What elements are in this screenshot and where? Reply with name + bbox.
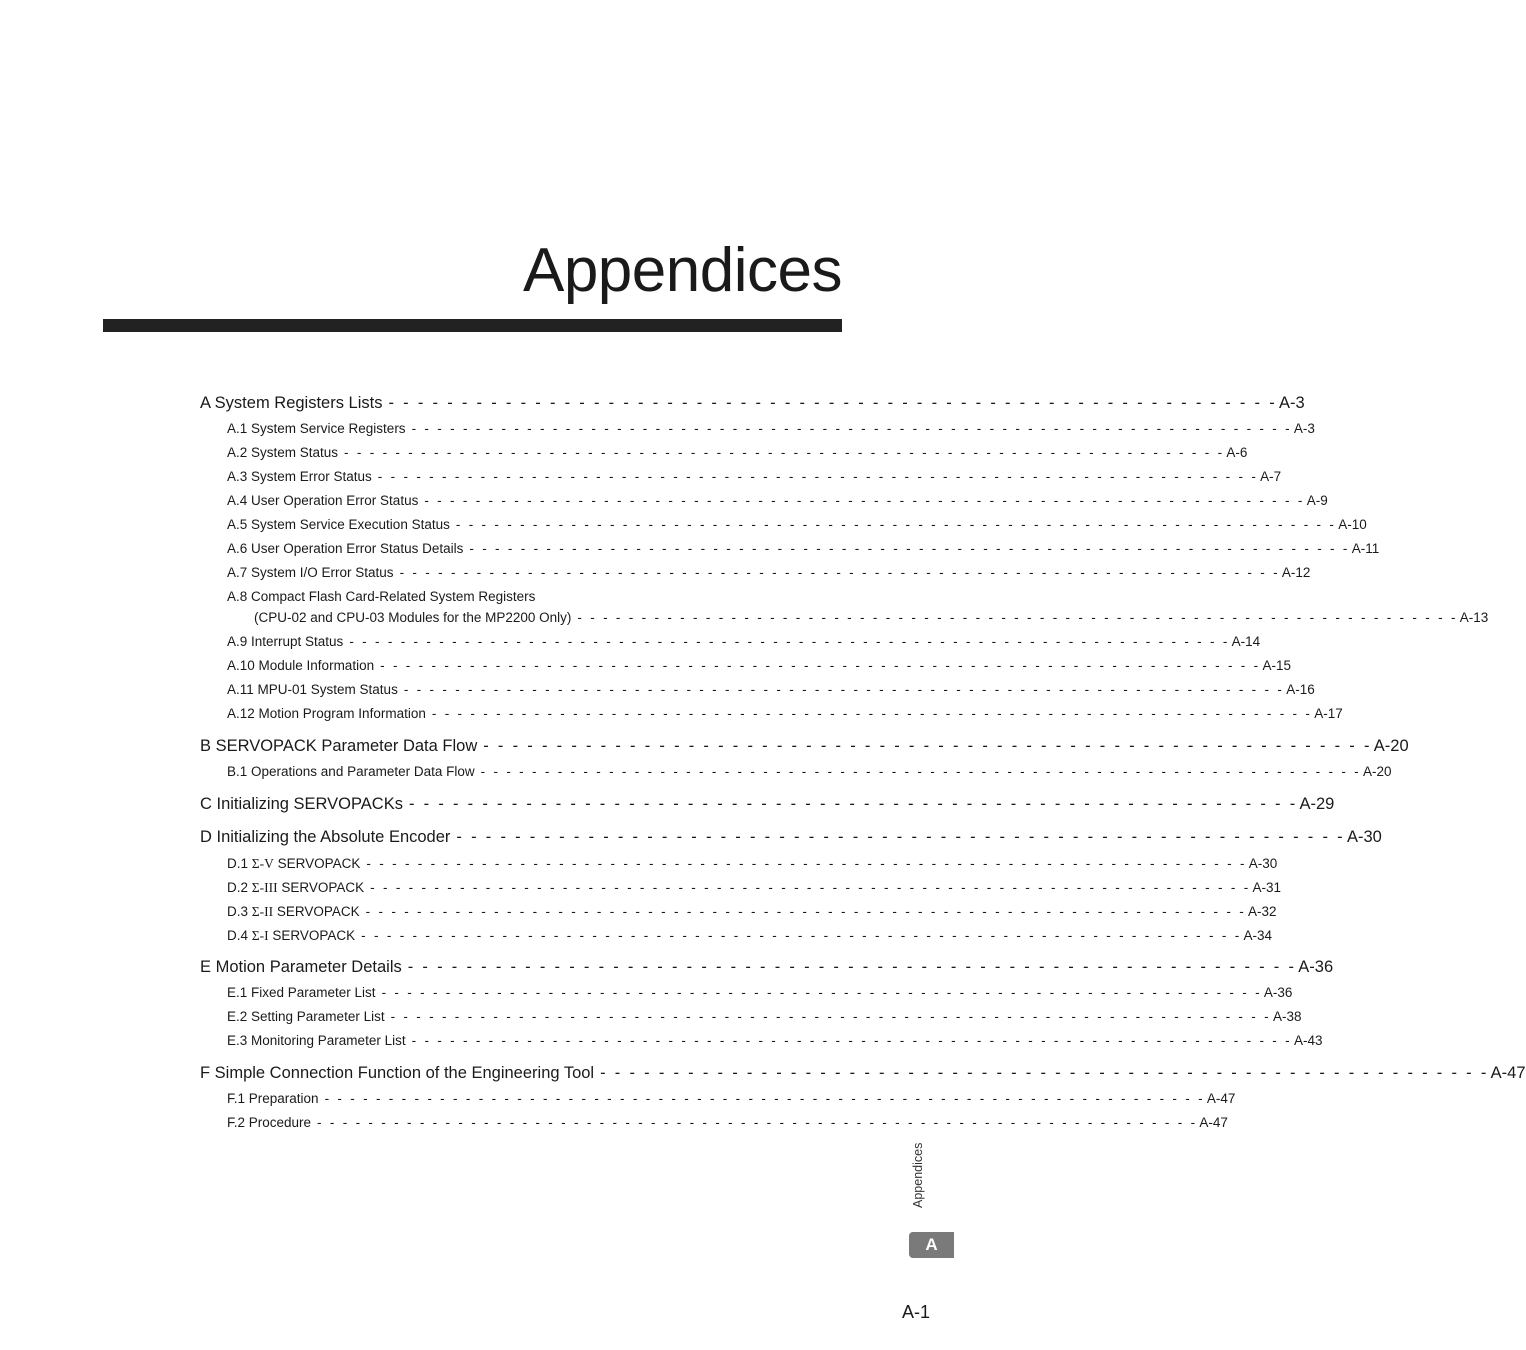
toc-entry-page: A-43 bbox=[1293, 1033, 1323, 1048]
toc-entry-a4[interactable] bbox=[227, 492, 1328, 510]
dot-leader: - - - - - - - - - - - - - - - - - - - - - - - - - - - - - - - - - - - - - - - - - - - - - - - - - - - - - - - - - - - - - - - - - - - - - bbox=[380, 658, 1261, 673]
toc-entry-label: A.2 System Status bbox=[227, 445, 339, 460]
toc-entry-page: A-16 bbox=[1286, 682, 1315, 697]
dot-leader: - - - - - - - - - - - - - - - - - - - - - - - - - - - - - - - - - - - - - - - - - - - - - - - - - - - - - - - - - - - - - - - - - - - - - bbox=[344, 445, 1225, 460]
toc-entry-label: E.2 Setting Parameter List bbox=[227, 1009, 385, 1024]
toc-entry-a1[interactable] bbox=[227, 420, 1315, 438]
dot-leader: - - - - - - - - - - - - - - - - - - - - - - - - - - - - - - - - - - - - - - - - - - - - - - - - - - - - - - - - - - - - - - - - - - - - - bbox=[349, 634, 1230, 649]
toc-entry-page: A-36 bbox=[1298, 958, 1334, 976]
toc-entry-page: A-13 bbox=[1459, 610, 1489, 625]
dot-leader: - - - - - - - - - - - - - - - - - - - - - - - - - - - - - - - - - - - - - - - - - - - - - - - - - - - - - - - - - - - - - - - - - - - - - bbox=[324, 1091, 1205, 1106]
toc-entry-label: A.1 System Service Registers bbox=[227, 421, 406, 436]
page-number: A-1 bbox=[901, 1302, 930, 1322]
sigma-series-label: Σ-V bbox=[251, 856, 274, 871]
toc-entry-a12[interactable] bbox=[227, 705, 1343, 723]
sigma-series-label: Σ-I bbox=[251, 928, 269, 943]
toc-entry-d1[interactable] bbox=[227, 855, 1278, 873]
toc-entry-page: A-32 bbox=[1248, 904, 1277, 919]
toc-entry-c[interactable] bbox=[200, 793, 1335, 815]
dot-leader: - - - - - - - - - - - - - - - - - - - - - - - - - - - - - - - - - - - - - - - - - - - - - - - - - - - - - - - - - - - - - - - - - - - - - bbox=[365, 904, 1247, 919]
toc-entry-e3[interactable] bbox=[227, 1032, 1323, 1050]
dot-leader: - - - - - - - - - - - - - - - - - - - - - - - - - - - - - - - - - - - - - - - - - - - - - - - - - - - - - - - - - - - - - bbox=[483, 737, 1372, 755]
dot-leader: - - - - - - - - - - - - - - - - - - - - - - - - - - - - - - - - - - - - - - - - - - - - - - - - - - - - - - - - - - - - - - - - - - - - - bbox=[381, 985, 1262, 1000]
toc-entry-page: A-9 bbox=[1306, 493, 1328, 508]
toc-entry-label: A.4 User Operation Error Status bbox=[227, 493, 419, 508]
toc-entry-f2[interactable] bbox=[227, 1114, 1228, 1132]
toc-entry-label: (CPU-02 and CPU-03 Modules for the MP2200 Only) bbox=[254, 610, 572, 625]
toc-entry-number: D.1 bbox=[227, 856, 252, 871]
toc-entry-a8-title[interactable]: A.8 Compact Flash Card-Related System Registers bbox=[227, 589, 536, 604]
toc-entry-e[interactable] bbox=[200, 956, 1334, 978]
toc-entry-a3[interactable] bbox=[227, 468, 1282, 486]
toc-entry-page: A-3 bbox=[1293, 421, 1315, 436]
toc-entry-page: A-11 bbox=[1351, 541, 1380, 556]
toc-entry-label: E Motion Parameter Details bbox=[200, 958, 402, 976]
dot-leader: - - - - - - - - - - - - - - - - - - - - - - - - - - - - - - - - - - - - - - - - - - - - - - - - - - - - - - - - - - - - - - - - - - - - - bbox=[399, 565, 1280, 580]
toc-entry-label: SERVOPACK bbox=[268, 928, 356, 943]
toc-entry-label: A.7 System I/O Error Status bbox=[227, 565, 394, 580]
dot-leader: - - - - - - - - - - - - - - - - - - - - - - - - - - - - - - - - - - - - - - - - - - - - - - - - - - - - - - - - - - - - - - - - - - - - - bbox=[455, 517, 1337, 532]
toc-entry-label: E.3 Monitoring Parameter List bbox=[227, 1033, 406, 1048]
toc-entry-page: A-12 bbox=[1281, 565, 1311, 580]
toc-entry-f1[interactable] bbox=[227, 1090, 1236, 1108]
toc-entry-d4[interactable] bbox=[227, 927, 1273, 945]
toc-entry-page: A-20 bbox=[1373, 737, 1409, 755]
dot-leader: - - - - - - - - - - - - - - - - - - - - - - - - - - - - - - - - - - - - - - - - - - - - - - - - - - - - - - - - - - - - - - - - - - - - - bbox=[424, 493, 1305, 508]
toc-entry-label: A System Registers Lists bbox=[200, 394, 383, 412]
toc-entry-label: SERVOPACK bbox=[273, 904, 360, 919]
dot-leader: - - - - - - - - - - - - - - - - - - - - - - - - - - - - - - - - - - - - - - - - - - - - - - - - - - - - - - - - - - - - - - - - - - - - - bbox=[370, 880, 1251, 895]
toc-entry-page: A-3 bbox=[1279, 394, 1305, 412]
toc-entry-label: B SERVOPACK Parameter Data Flow bbox=[200, 737, 478, 755]
dot-leader: - - - - - - - - - - - - - - - - - - - - - - - - - - - - - - - - - - - - - - - - - - - - - - - - - - - - - - - - - - - - - - - - - - - - - bbox=[366, 856, 1247, 871]
dot-leader: - - - - - - - - - - - - - - - - - - - - - - - - - - - - - - - - - - - - - - - - - - - - - - - - - - - - - - - - - - - - - bbox=[407, 958, 1297, 976]
toc-entry-b1[interactable] bbox=[227, 763, 1392, 781]
dot-leader: - - - - - - - - - - - - - - - - - - - - - - - - - - - - - - - - - - - - - - - - - - - - - - - - - - - - - - - - - - - - - - - - - - - - - bbox=[411, 1033, 1292, 1048]
chapter-title: Appendices bbox=[522, 236, 842, 305]
side-tab-label: Appendices bbox=[911, 1142, 925, 1208]
toc-entry-label: A.10 Module Information bbox=[227, 658, 375, 673]
toc-entry-e2[interactable] bbox=[227, 1008, 1302, 1026]
toc-entry-label: C Initializing SERVOPACKs bbox=[200, 795, 403, 813]
toc-entry-page: A-47 bbox=[1206, 1091, 1236, 1106]
dot-leader: - - - - - - - - - - - - - - - - - - - - - - - - - - - - - - - - - - - - - - - - - - - - - - - - - - - - - - - - - - - - - - - - - - - - - bbox=[411, 421, 1292, 436]
toc-entry-a[interactable] bbox=[200, 392, 1305, 414]
dot-leader: - - - - - - - - - - - - - - - - - - - - - - - - - - - - - - - - - - - - - - - - - - - - - - - - - - - - - - - - - - - - - - - - - - - - - bbox=[317, 1115, 1198, 1130]
dot-leader: - - - - - - - - - - - - - - - - - - - - - - - - - - - - - - - - - - - - - - - - - - - - - - - - - - - - - - - - - - - - - - - - - - - - - bbox=[403, 682, 1285, 697]
toc-entry-page: A-30 bbox=[1248, 856, 1278, 871]
toc-entry-page: A-34 bbox=[1243, 928, 1273, 943]
dot-leader: - - - - - - - - - - - - - - - - - - - - - - - - - - - - - - - - - - - - - - - - - - - - - - - - - - - - - - - - - - - - - - - - - - - - - bbox=[390, 1009, 1271, 1024]
toc-entry-d2[interactable] bbox=[227, 879, 1282, 897]
toc-entry-page: A-7 bbox=[1260, 469, 1282, 484]
toc-entry-label: A.11 MPU-01 System Status bbox=[227, 682, 398, 697]
toc-entry-label: A.6 User Operation Error Status Details bbox=[227, 541, 464, 556]
sigma-series-label: Σ-III bbox=[251, 880, 278, 895]
toc-entry-a11[interactable] bbox=[227, 681, 1315, 699]
toc-entry-page: A-29 bbox=[1299, 795, 1335, 813]
toc-entry-a9[interactable] bbox=[227, 633, 1261, 651]
toc-entry-label: B.1 Operations and Parameter Data Flow bbox=[227, 764, 475, 779]
toc-entry-page: A-15 bbox=[1262, 658, 1291, 673]
toc-entry-label: SERVOPACK bbox=[277, 880, 365, 895]
toc-entry-a8[interactable] bbox=[254, 609, 1489, 627]
toc-entry-label: D Initializing the Absolute Encoder bbox=[200, 828, 451, 846]
toc-entry-e1[interactable] bbox=[227, 984, 1293, 1002]
toc-entry-a6[interactable] bbox=[227, 540, 1380, 558]
toc-entry-d3[interactable] bbox=[227, 903, 1277, 921]
dot-leader: - - - - - - - - - - - - - - - - - - - - - - - - - - - - - - - - - - - - - - - - - - - - - - - - - - - - - - - - - - - - - - - - - - - - - bbox=[361, 928, 1242, 943]
toc-entry-page: A-6 bbox=[1226, 445, 1248, 460]
toc-entry-label: A.3 System Error Status bbox=[227, 469, 372, 484]
toc-entry-a5[interactable] bbox=[227, 516, 1367, 534]
toc-entry-b[interactable] bbox=[200, 735, 1409, 757]
toc-entry-number: D.4 bbox=[227, 928, 252, 943]
dot-leader: - - - - - - - - - - - - - - - - - - - - - - - - - - - - - - - - - - - - - - - - - - - - - - - - - - - - - - - - - - - - - - - - - - - - - bbox=[480, 764, 1361, 779]
toc-entry-page: A-14 bbox=[1231, 634, 1261, 649]
dot-leader: - - - - - - - - - - - - - - - - - - - - - - - - - - - - - - - - - - - - - - - - - - - - - - - - - - - - - - - - - - - - - - - - - - - - - bbox=[431, 706, 1313, 721]
toc-entry-label: E.1 Fixed Parameter List bbox=[227, 985, 376, 1000]
dot-leader: - - - - - - - - - - - - - - - - - - - - - - - - - - - - - - - - - - - - - - - - - - - - - - - - - - - - - - - - - - - - - - - - - - - - - bbox=[377, 469, 1259, 484]
dot-leader: - - - - - - - - - - - - - - - - - - - - - - - - - - - - - - - - - - - - - - - - - - - - - - - - - - - - - - - - - - - - - - - - - - - - - bbox=[577, 610, 1458, 625]
toc-entry-number: D.2 bbox=[227, 880, 252, 895]
dot-leader: - - - - - - - - - - - - - - - - - - - - - - - - - - - - - - - - - - - - - - - - - - - - - - - - - - - - - - - - - - - - - bbox=[408, 795, 1298, 813]
toc-entry-label: A.12 Motion Program Information bbox=[227, 706, 426, 721]
dot-leader: - - - - - - - - - - - - - - - - - - - - - - - - - - - - - - - - - - - - - - - - - - - - - - - - - - - - - - - - - - - - - bbox=[456, 828, 1345, 846]
toc-entry-page: A-17 bbox=[1314, 706, 1343, 721]
toc-entry-label: F.1 Preparation bbox=[227, 1091, 319, 1106]
toc-entry-page: A-38 bbox=[1272, 1009, 1302, 1024]
sigma-series-label: Σ-II bbox=[251, 904, 274, 919]
toc-entry-page: A-20 bbox=[1362, 764, 1392, 779]
toc-entry-page: A-30 bbox=[1346, 828, 1382, 846]
toc-entry-number: D.3 bbox=[227, 904, 252, 919]
toc-entry-label: A.5 System Service Execution Status bbox=[227, 517, 450, 532]
toc-entry-page: A-31 bbox=[1252, 880, 1282, 895]
toc-entry-a10[interactable] bbox=[227, 657, 1291, 675]
toc-entry-label: F Simple Connection Function of the Engineering Tool bbox=[200, 1064, 595, 1082]
chapter-badge: A bbox=[909, 1232, 954, 1258]
toc-entry-a7[interactable] bbox=[227, 564, 1311, 582]
toc-entry-page: A-36 bbox=[1263, 985, 1293, 1000]
toc-entry-page: A-47 bbox=[1490, 1064, 1526, 1082]
toc-entry-label: F.2 Procedure bbox=[227, 1115, 312, 1130]
toc-entry-f[interactable] bbox=[200, 1062, 1526, 1084]
toc-entry-page: A-10 bbox=[1338, 517, 1367, 532]
dot-leader: - - - - - - - - - - - - - - - - - - - - - - - - - - - - - - - - - - - - - - - - - - - - - - - - - - - - - - - - - - - - - - - - - - - - - bbox=[469, 541, 1350, 556]
dot-leader: - - - - - - - - - - - - - - - - - - - - - - - - - - - - - - - - - - - - - - - - - - - - - - - - - - - - - - - - - - - - - bbox=[388, 394, 1278, 412]
toc-entry-label: A.9 Interrupt Status bbox=[227, 634, 344, 649]
toc-entry-d[interactable] bbox=[200, 826, 1382, 848]
toc-entry-page: A-47 bbox=[1199, 1115, 1228, 1130]
toc-entry-a2[interactable] bbox=[227, 444, 1248, 462]
toc-entry-label: SERVOPACK bbox=[273, 856, 361, 871]
dot-leader: - - - - - - - - - - - - - - - - - - - - - - - - - - - - - - - - - - - - - - - - - - - - - - - - - - - - - - - - - - - - - bbox=[600, 1064, 1489, 1082]
